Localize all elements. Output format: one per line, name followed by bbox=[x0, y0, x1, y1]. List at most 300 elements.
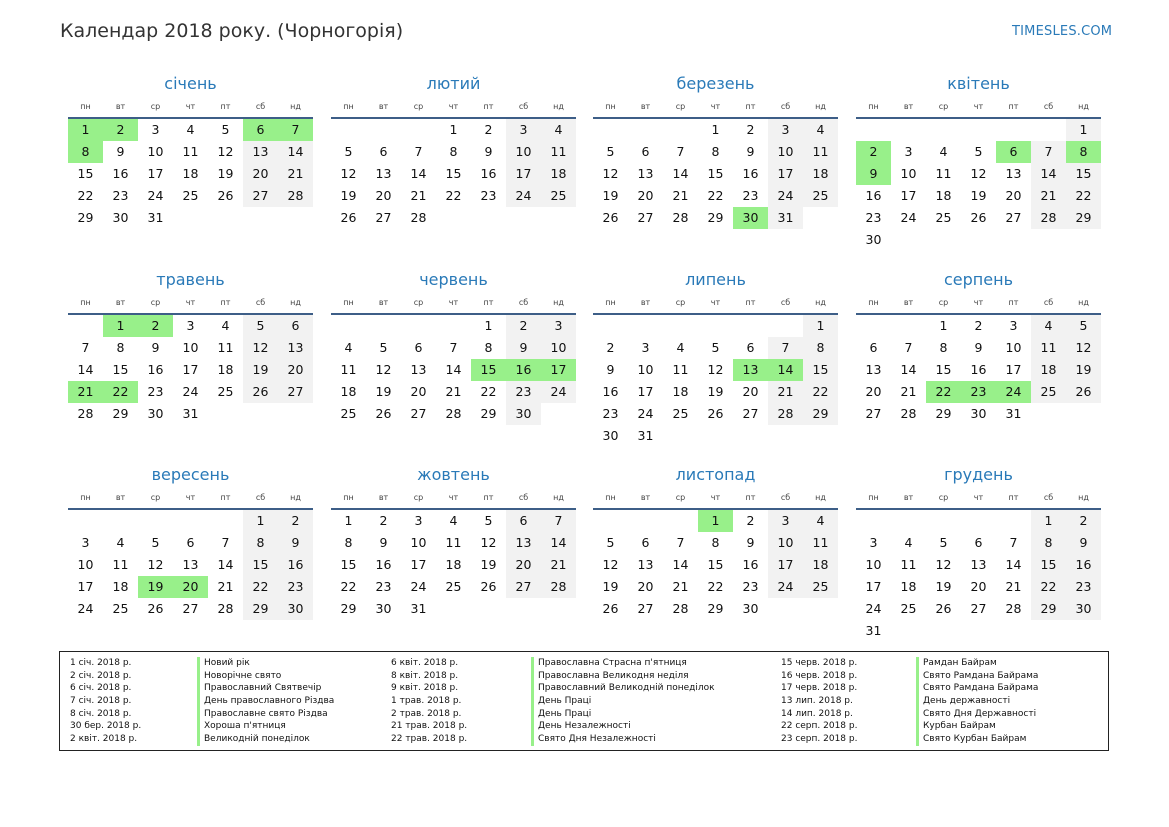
day-cell: 29 bbox=[340, 601, 357, 616]
weekday-label: сб bbox=[518, 493, 529, 502]
day-cell: 11 bbox=[217, 340, 234, 355]
day-cell: 29 bbox=[707, 601, 724, 616]
day-cell: 8 bbox=[484, 340, 493, 355]
empty-cell bbox=[663, 510, 698, 532]
day-cell: 21 bbox=[672, 188, 689, 203]
day-cell: 7 bbox=[1031, 141, 1066, 163]
day-cell: 21 bbox=[445, 384, 462, 399]
day-cell: 27 bbox=[278, 381, 313, 403]
empty-cell bbox=[138, 510, 173, 532]
empty-cell bbox=[68, 315, 103, 337]
day-cell: 22 bbox=[707, 188, 724, 203]
day-cell: 4 bbox=[803, 510, 838, 532]
day-cell: 15 bbox=[1031, 554, 1066, 576]
day-cell: 18 bbox=[803, 163, 838, 185]
month-name: жовтень bbox=[417, 465, 490, 484]
day-cell: 17 bbox=[768, 163, 803, 185]
day-cell: 19 bbox=[1066, 359, 1101, 381]
month-name: червень bbox=[419, 270, 488, 289]
empty-cell bbox=[663, 119, 698, 141]
day-cell: 7 bbox=[81, 340, 90, 355]
day-cell: 15 bbox=[112, 362, 129, 377]
weekday-header bbox=[68, 295, 313, 310]
legend-date: 21 трав. 2018 р. bbox=[391, 721, 468, 732]
weekday-label: сб bbox=[255, 298, 266, 307]
day-cell: 11 bbox=[445, 535, 462, 550]
day-cell: 4 bbox=[541, 119, 576, 141]
day-cell: 5 bbox=[379, 340, 388, 355]
day-cell: 31 bbox=[1005, 406, 1022, 421]
weekday-label: вт bbox=[378, 493, 389, 502]
weekday-label: чт bbox=[710, 102, 721, 111]
day-cell: 21 bbox=[672, 579, 689, 594]
day-cell: 29 bbox=[707, 210, 724, 225]
holiday-day-cell: 14 bbox=[768, 359, 803, 381]
day-cell: 5 bbox=[484, 513, 493, 528]
day-cell: 16 bbox=[742, 166, 759, 181]
weekday-header bbox=[331, 99, 576, 114]
day-cell: 10 bbox=[182, 340, 199, 355]
day-cell: 19 bbox=[707, 384, 724, 399]
month-9 bbox=[68, 464, 313, 620]
empty-cell bbox=[698, 315, 733, 337]
day-cell: 24 bbox=[147, 188, 164, 203]
day-cell: 6 bbox=[641, 144, 650, 159]
day-cell: 24 bbox=[541, 381, 576, 403]
holiday-day-cell: 19 bbox=[138, 576, 173, 598]
day-cell: 14 bbox=[672, 557, 689, 572]
weekday-label: пн bbox=[605, 102, 616, 111]
day-cell: 15 bbox=[77, 166, 94, 181]
weekday-label: нд bbox=[815, 493, 826, 502]
day-cell: 28 bbox=[1005, 601, 1022, 616]
day-cell: 3 bbox=[81, 535, 90, 550]
legend-date: 8 січ. 2018 р. bbox=[70, 708, 132, 719]
legend-date: 13 лип. 2018 р. bbox=[781, 696, 853, 707]
day-cell: 12 bbox=[480, 535, 497, 550]
weekday-label: сб bbox=[1043, 102, 1054, 111]
month-name: березень bbox=[676, 74, 755, 93]
day-cell: 24 bbox=[768, 576, 803, 598]
weekday-label: ср bbox=[150, 298, 161, 307]
day-cell: 19 bbox=[480, 557, 497, 572]
day-cell: 10 bbox=[541, 337, 576, 359]
day-cell: 26 bbox=[375, 406, 392, 421]
holiday-day-cell: 13 bbox=[733, 359, 768, 381]
day-cell: 11 bbox=[112, 557, 129, 572]
day-cell: 9 bbox=[151, 340, 160, 355]
day-cell: 1 bbox=[344, 513, 353, 528]
legend-holiday-name: День Незалежності bbox=[538, 721, 631, 732]
legend-holiday-name: День Праці bbox=[538, 696, 592, 707]
month-name: серпень bbox=[944, 270, 1013, 289]
day-cell: 9 bbox=[746, 535, 755, 550]
day-cell: 25 bbox=[340, 406, 357, 421]
legend-names-column bbox=[204, 657, 334, 746]
month-name: грудень bbox=[944, 465, 1013, 484]
day-cell: 26 bbox=[1066, 381, 1101, 403]
empty-cell bbox=[173, 510, 208, 532]
legend-holiday-name: День державності bbox=[923, 696, 1011, 707]
legend-holiday-name: Православна Великодня неділя bbox=[538, 670, 689, 681]
day-cell: 12 bbox=[147, 557, 164, 572]
day-cell: 1 bbox=[711, 122, 720, 137]
day-cell: 26 bbox=[217, 188, 234, 203]
day-cell: 4 bbox=[1031, 315, 1066, 337]
day-cell: 28 bbox=[217, 601, 234, 616]
holiday-day-cell: 15 bbox=[471, 359, 506, 381]
day-cell: 12 bbox=[375, 362, 392, 377]
legend-holiday-name: Свято Дня Незалежності bbox=[538, 734, 656, 745]
weekday-label: нд bbox=[1078, 102, 1089, 111]
day-cell: 27 bbox=[182, 601, 199, 616]
day-cell: 8 bbox=[243, 532, 278, 554]
day-cell: 31 bbox=[147, 210, 164, 225]
day-cell: 3 bbox=[151, 122, 160, 137]
weekday-label: пн bbox=[868, 102, 879, 111]
holiday-day-cell: 9 bbox=[856, 163, 891, 185]
day-cell: 19 bbox=[217, 166, 234, 181]
day-cell: 15 bbox=[243, 554, 278, 576]
day-cell: 27 bbox=[243, 185, 278, 207]
weekday-label: пт bbox=[220, 298, 231, 307]
month-11 bbox=[593, 464, 838, 620]
day-cell: 9 bbox=[278, 532, 313, 554]
holiday-color-bar bbox=[916, 657, 919, 746]
day-cell: 19 bbox=[340, 188, 357, 203]
day-cell: 17 bbox=[182, 362, 199, 377]
empty-cell bbox=[856, 315, 891, 337]
day-cell: 9 bbox=[506, 337, 541, 359]
month-name: травень bbox=[156, 270, 225, 289]
empty-cell bbox=[366, 119, 401, 141]
holiday-color-bar bbox=[197, 657, 200, 746]
day-cell: 9 bbox=[116, 144, 125, 159]
holiday-day-cell: 1 bbox=[103, 315, 138, 337]
day-cell: 14 bbox=[445, 362, 462, 377]
day-cell: 5 bbox=[974, 144, 983, 159]
day-grid bbox=[331, 119, 576, 229]
day-cell: 8 bbox=[803, 337, 838, 359]
day-cell: 24 bbox=[506, 185, 541, 207]
empty-cell bbox=[593, 510, 628, 532]
day-cell: 5 bbox=[711, 340, 720, 355]
day-cell: 17 bbox=[1005, 362, 1022, 377]
holiday-day-cell: 8 bbox=[68, 141, 103, 163]
legend-dates-column bbox=[70, 657, 141, 746]
day-cell: 5 bbox=[1066, 315, 1101, 337]
empty-cell bbox=[68, 510, 103, 532]
weekday-label: пн bbox=[343, 493, 354, 502]
weekday-label: пт bbox=[745, 102, 756, 111]
day-cell: 9 bbox=[379, 535, 388, 550]
weekday-label: чт bbox=[710, 493, 721, 502]
day-cell: 25 bbox=[445, 579, 462, 594]
day-cell: 17 bbox=[147, 166, 164, 181]
day-cell: 10 bbox=[865, 557, 882, 572]
day-cell: 14 bbox=[672, 166, 689, 181]
day-cell: 30 bbox=[375, 601, 392, 616]
day-cell: 15 bbox=[1066, 163, 1101, 185]
day-cell: 24 bbox=[182, 384, 199, 399]
day-cell: 26 bbox=[480, 579, 497, 594]
month-name: січень bbox=[164, 74, 217, 93]
weekday-header bbox=[68, 490, 313, 505]
day-grid bbox=[593, 315, 838, 447]
weekday-label: нд bbox=[553, 102, 564, 111]
day-grid bbox=[856, 315, 1101, 425]
day-cell: 3 bbox=[869, 535, 878, 550]
day-cell: 10 bbox=[506, 141, 541, 163]
legend-holiday-name: День православного Різдва bbox=[204, 696, 335, 707]
day-cell: 12 bbox=[602, 557, 619, 572]
day-cell: 14 bbox=[77, 362, 94, 377]
holiday-day-cell: 20 bbox=[173, 576, 208, 598]
day-cell: 23 bbox=[278, 576, 313, 598]
day-cell: 20 bbox=[742, 384, 759, 399]
day-cell: 29 bbox=[77, 210, 94, 225]
day-cell: 19 bbox=[375, 384, 392, 399]
day-cell: 26 bbox=[970, 210, 987, 225]
day-grid bbox=[68, 510, 313, 620]
day-cell: 20 bbox=[410, 384, 427, 399]
day-cell: 10 bbox=[768, 532, 803, 554]
day-cell: 26 bbox=[340, 210, 357, 225]
weekday-label: пн bbox=[343, 298, 354, 307]
page-title: Календар 2018 року. (Чорногорія) bbox=[60, 20, 404, 42]
day-cell: 13 bbox=[970, 557, 987, 572]
day-cell: 28 bbox=[900, 406, 917, 421]
weekday-label: пт bbox=[220, 102, 231, 111]
day-cell: 25 bbox=[1031, 381, 1066, 403]
day-cell: 3 bbox=[414, 513, 423, 528]
day-cell: 13 bbox=[506, 532, 541, 554]
weekday-label: пт bbox=[745, 298, 756, 307]
day-cell: 3 bbox=[506, 119, 541, 141]
weekday-label: ср bbox=[150, 102, 161, 111]
day-cell: 2 bbox=[974, 318, 983, 333]
legend-holiday-name: Свято Рамдана Байрама bbox=[923, 683, 1039, 694]
day-cell: 24 bbox=[900, 210, 917, 225]
day-cell: 22 bbox=[1066, 185, 1101, 207]
weekday-label: чт bbox=[185, 102, 196, 111]
holiday-day-cell: 24 bbox=[996, 381, 1031, 403]
day-cell: 18 bbox=[672, 384, 689, 399]
day-cell: 14 bbox=[541, 532, 576, 554]
weekday-label: нд bbox=[553, 298, 564, 307]
day-cell: 20 bbox=[970, 579, 987, 594]
day-cell: 25 bbox=[803, 576, 838, 598]
holiday-day-cell: 6 bbox=[996, 141, 1031, 163]
weekday-label: сб bbox=[255, 102, 266, 111]
holiday-day-cell: 22 bbox=[926, 381, 961, 403]
weekday-label: чт bbox=[448, 298, 459, 307]
empty-cell bbox=[593, 119, 628, 141]
day-cell: 12 bbox=[602, 166, 619, 181]
empty-cell bbox=[733, 315, 768, 337]
day-cell: 1 bbox=[1066, 119, 1101, 141]
month-3 bbox=[593, 73, 838, 229]
day-cell: 2 bbox=[1066, 510, 1101, 532]
day-cell: 10 bbox=[1005, 340, 1022, 355]
day-cell: 8 bbox=[939, 340, 948, 355]
weekday-label: пт bbox=[1008, 298, 1019, 307]
day-cell: 18 bbox=[803, 554, 838, 576]
day-cell: 26 bbox=[243, 381, 278, 403]
month-name: квітень bbox=[947, 74, 1010, 93]
day-cell: 1 bbox=[243, 510, 278, 532]
weekday-label: сб bbox=[780, 102, 791, 111]
holiday-day-cell: 6 bbox=[243, 119, 278, 141]
day-cell: 21 bbox=[410, 188, 427, 203]
legend-date: 2 квіт. 2018 р. bbox=[70, 734, 138, 745]
legend-date: 14 лип. 2018 р. bbox=[781, 708, 853, 719]
legend-holiday-name: Свято Дня Державності bbox=[923, 708, 1037, 719]
day-cell: 29 bbox=[243, 598, 278, 620]
day-grid bbox=[856, 510, 1101, 642]
weekday-label: вт bbox=[903, 102, 914, 111]
weekday-label: нд bbox=[290, 102, 301, 111]
brand-logo[interactable]: TIMESLES.COM bbox=[1012, 24, 1113, 39]
day-cell: 11 bbox=[803, 532, 838, 554]
day-cell: 31 bbox=[865, 623, 882, 638]
day-cell: 18 bbox=[541, 163, 576, 185]
day-cell: 12 bbox=[970, 166, 987, 181]
day-cell: 27 bbox=[375, 210, 392, 225]
day-cell: 6 bbox=[506, 510, 541, 532]
day-cell: 28 bbox=[77, 406, 94, 421]
legend-date: 9 квіт. 2018 р. bbox=[391, 683, 459, 694]
month-4 bbox=[856, 73, 1101, 251]
legend-date: 6 квіт. 2018 р. bbox=[391, 658, 459, 668]
day-cell: 20 bbox=[375, 188, 392, 203]
weekday-label: сб bbox=[780, 298, 791, 307]
day-cell: 8 bbox=[1031, 532, 1066, 554]
weekday-label: вт bbox=[378, 102, 389, 111]
weekday-label: вт bbox=[640, 102, 651, 111]
legend-holiday-name: Новий рік bbox=[204, 658, 250, 668]
day-cell: 12 bbox=[340, 166, 357, 181]
day-cell: 30 bbox=[602, 428, 619, 443]
day-cell: 24 bbox=[410, 579, 427, 594]
day-cell: 3 bbox=[904, 144, 913, 159]
day-cell: 28 bbox=[672, 601, 689, 616]
holiday-day-cell: 1 bbox=[68, 119, 103, 141]
day-cell: 2 bbox=[379, 513, 388, 528]
day-cell: 19 bbox=[935, 579, 952, 594]
holiday-day-cell: 2 bbox=[138, 315, 173, 337]
weekday-label: пт bbox=[220, 493, 231, 502]
day-cell: 7 bbox=[768, 337, 803, 359]
day-cell: 9 bbox=[484, 144, 493, 159]
weekday-label: пн bbox=[868, 298, 879, 307]
day-grid bbox=[68, 119, 313, 229]
day-cell: 27 bbox=[1005, 210, 1022, 225]
day-cell: 21 bbox=[1005, 579, 1022, 594]
day-cell: 31 bbox=[182, 406, 199, 421]
day-cell: 24 bbox=[865, 601, 882, 616]
day-cell: 30 bbox=[147, 406, 164, 421]
weekday-header bbox=[856, 99, 1101, 114]
weekday-label: сб bbox=[1043, 298, 1054, 307]
day-cell: 25 bbox=[217, 384, 234, 399]
day-cell: 31 bbox=[637, 428, 654, 443]
weekday-label: чт bbox=[973, 298, 984, 307]
day-cell: 22 bbox=[1031, 576, 1066, 598]
month-12 bbox=[856, 464, 1101, 642]
day-cell: 27 bbox=[970, 601, 987, 616]
day-cell: 20 bbox=[637, 579, 654, 594]
month-name: лютий bbox=[426, 74, 481, 93]
day-cell: 7 bbox=[414, 144, 423, 159]
day-cell: 17 bbox=[77, 579, 94, 594]
empty-cell bbox=[768, 315, 803, 337]
day-cell: 6 bbox=[379, 144, 388, 159]
day-cell: 30 bbox=[278, 598, 313, 620]
day-cell: 4 bbox=[344, 340, 353, 355]
weekday-header bbox=[593, 295, 838, 310]
day-cell: 16 bbox=[112, 166, 129, 181]
legend-date: 2 січ. 2018 р. bbox=[70, 670, 132, 681]
day-cell: 16 bbox=[970, 362, 987, 377]
holiday-day-cell: 23 bbox=[961, 381, 996, 403]
day-cell: 12 bbox=[1066, 337, 1101, 359]
day-cell: 26 bbox=[602, 601, 619, 616]
legend-date: 30 бер. 2018 р. bbox=[70, 721, 142, 732]
day-grid bbox=[593, 119, 838, 229]
weekday-header bbox=[68, 99, 313, 114]
day-cell: 18 bbox=[112, 579, 129, 594]
day-cell: 25 bbox=[900, 601, 917, 616]
day-cell: 11 bbox=[1031, 337, 1066, 359]
day-cell: 5 bbox=[606, 535, 615, 550]
day-cell: 2 bbox=[484, 122, 493, 137]
day-cell: 2 bbox=[278, 510, 313, 532]
month-8 bbox=[856, 269, 1101, 425]
day-cell: 10 bbox=[147, 144, 164, 159]
month-name: липень bbox=[685, 270, 746, 289]
legend-holiday-name: Православний Великодній понеділок bbox=[538, 683, 715, 694]
legend-date: 1 січ. 2018 р. bbox=[70, 658, 132, 668]
weekday-header bbox=[331, 490, 576, 505]
weekday-label: вт bbox=[640, 493, 651, 502]
day-cell: 23 bbox=[742, 579, 759, 594]
weekday-label: нд bbox=[1078, 298, 1089, 307]
day-cell: 16 bbox=[742, 557, 759, 572]
holiday-day-cell: 1 bbox=[698, 510, 733, 532]
legend-holiday-name: День Праці bbox=[538, 708, 592, 719]
day-cell: 20 bbox=[506, 554, 541, 576]
day-cell: 22 bbox=[77, 188, 94, 203]
day-cell: 4 bbox=[186, 122, 195, 137]
day-cell: 5 bbox=[243, 315, 278, 337]
day-cell: 8 bbox=[711, 144, 720, 159]
weekday-label: ср bbox=[675, 102, 686, 111]
month-5 bbox=[68, 269, 313, 425]
weekday-header bbox=[856, 295, 1101, 310]
weekday-header bbox=[856, 490, 1101, 505]
legend-holiday-name: Православний Святвечір bbox=[204, 683, 322, 694]
holiday-day-cell: 2 bbox=[103, 119, 138, 141]
day-cell: 22 bbox=[707, 579, 724, 594]
day-cell: 13 bbox=[637, 557, 654, 572]
day-cell: 13 bbox=[865, 362, 882, 377]
day-cell: 25 bbox=[803, 185, 838, 207]
empty-cell bbox=[891, 119, 926, 141]
day-cell: 17 bbox=[410, 557, 427, 572]
holiday-day-cell: 8 bbox=[1066, 141, 1101, 163]
day-cell: 7 bbox=[541, 510, 576, 532]
